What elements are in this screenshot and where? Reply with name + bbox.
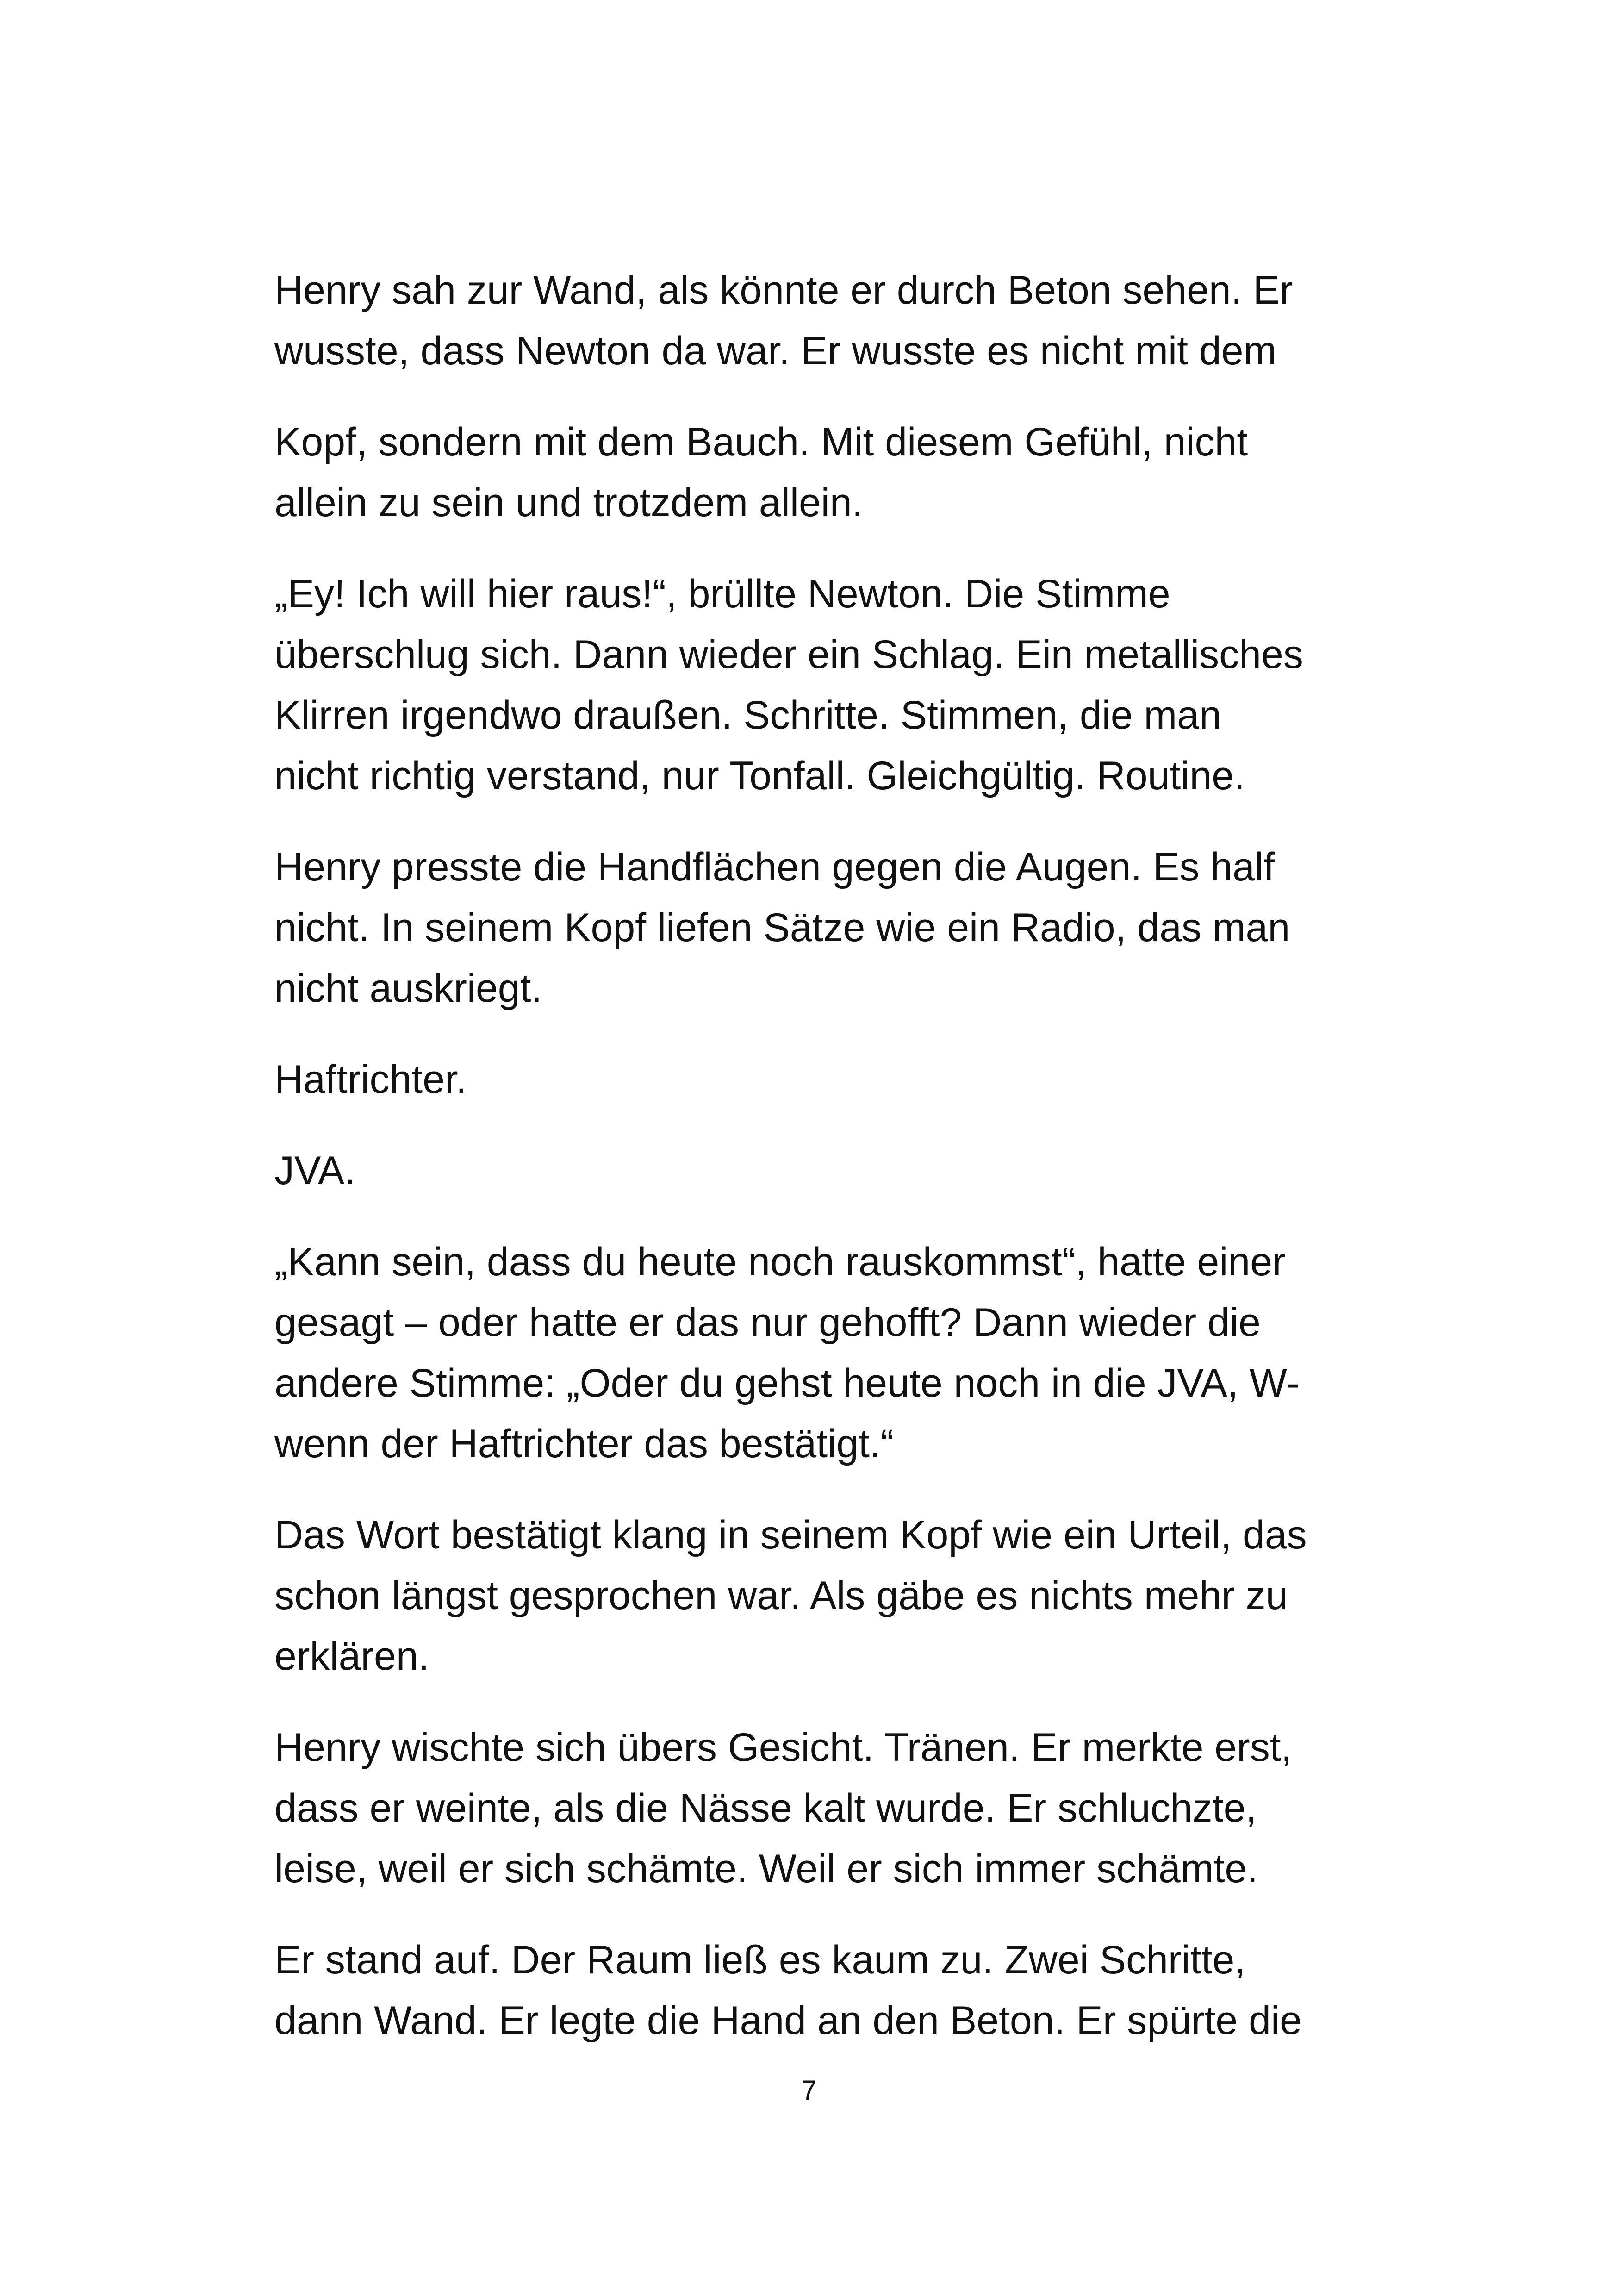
paragraph [274, 1717, 1353, 1899]
text-line: Haftrichter. [274, 1057, 467, 1102]
text-line: andere Stimme: „Oder du gehst heute noch in die JVA, W- [274, 1361, 1300, 1405]
text-line: nicht auskriegt. [274, 966, 542, 1011]
text-line: schon längst gesprochen war. Als gäbe es nichts mehr zu [274, 1573, 1288, 1618]
text-line: Henry presste die Handflächen gegen die Augen. Es half [274, 845, 1275, 889]
page-number: 7 [801, 2075, 817, 2106]
text-line: Henry wischte sich übers Gesicht. Tränen. Er merkte erst, [274, 1725, 1292, 1770]
paragraph [274, 412, 1353, 533]
paragraph [274, 1232, 1353, 1474]
text-line: überschlug sich. Dann wieder ein Schlag. Ein metallisches [274, 632, 1303, 677]
text-line: Kopf, sondern mit dem Bauch. Mit diesem Gefühl, nicht [274, 420, 1248, 464]
text-line: gesagt – oder hatte er das nur gehofft? Dann wieder die [274, 1300, 1261, 1345]
paragraph [274, 1930, 1353, 2051]
text-line: Das Wort bestätigt klang in seinem Kopf wie ein Urteil, das [274, 1513, 1307, 1557]
text-line: leise, weil er sich schämte. Weil er sich immer schämte. [274, 1847, 1258, 1891]
body-text [274, 260, 1353, 2082]
text-line: „Kann sein, dass du heute noch rauskommst“, hatte einer [274, 1240, 1286, 1284]
paragraph [274, 564, 1353, 806]
text-line: Klirren irgendwo draußen. Schritte. Stimmen, die man [274, 693, 1221, 737]
paragraph [274, 1505, 1353, 1687]
text-line: „Ey! Ich will hier raus!“, brüllte Newton. Die Stimme [274, 572, 1170, 616]
text-line: nicht. In seinem Kopf liefen Sätze wie ein Radio, das man [274, 905, 1290, 950]
text-line: nicht richtig verstand, nur Tonfall. Gleichgültig. Routine. [274, 754, 1245, 798]
paragraph [274, 1141, 1353, 1201]
text-line: erklären. [274, 1634, 429, 1678]
text-line: JVA. [274, 1148, 356, 1193]
text-line: dass er weinte, als die Nässe kalt wurde. Er schluchzte, [274, 1786, 1257, 1830]
text-line: Henry sah zur Wand, als könnte er durch Beton sehen. Er [274, 268, 1293, 312]
text-line: dann Wand. Er legte die Hand an den Beton. Er spürte die [274, 1998, 1302, 2043]
paragraph [274, 260, 1353, 381]
text-line: wusste, dass Newton da war. Er wusste es nicht mit dem [274, 329, 1277, 373]
paragraph [274, 837, 1353, 1019]
text-line: allein zu sein und trotzdem allein. [274, 480, 863, 525]
text-line: Er stand auf. Der Raum ließ es kaum zu. Zwei Schritte, [274, 1938, 1246, 1982]
text-line: wenn der Haftrichter das bestätigt.“ [274, 1422, 894, 1466]
paragraph [274, 1049, 1353, 1110]
